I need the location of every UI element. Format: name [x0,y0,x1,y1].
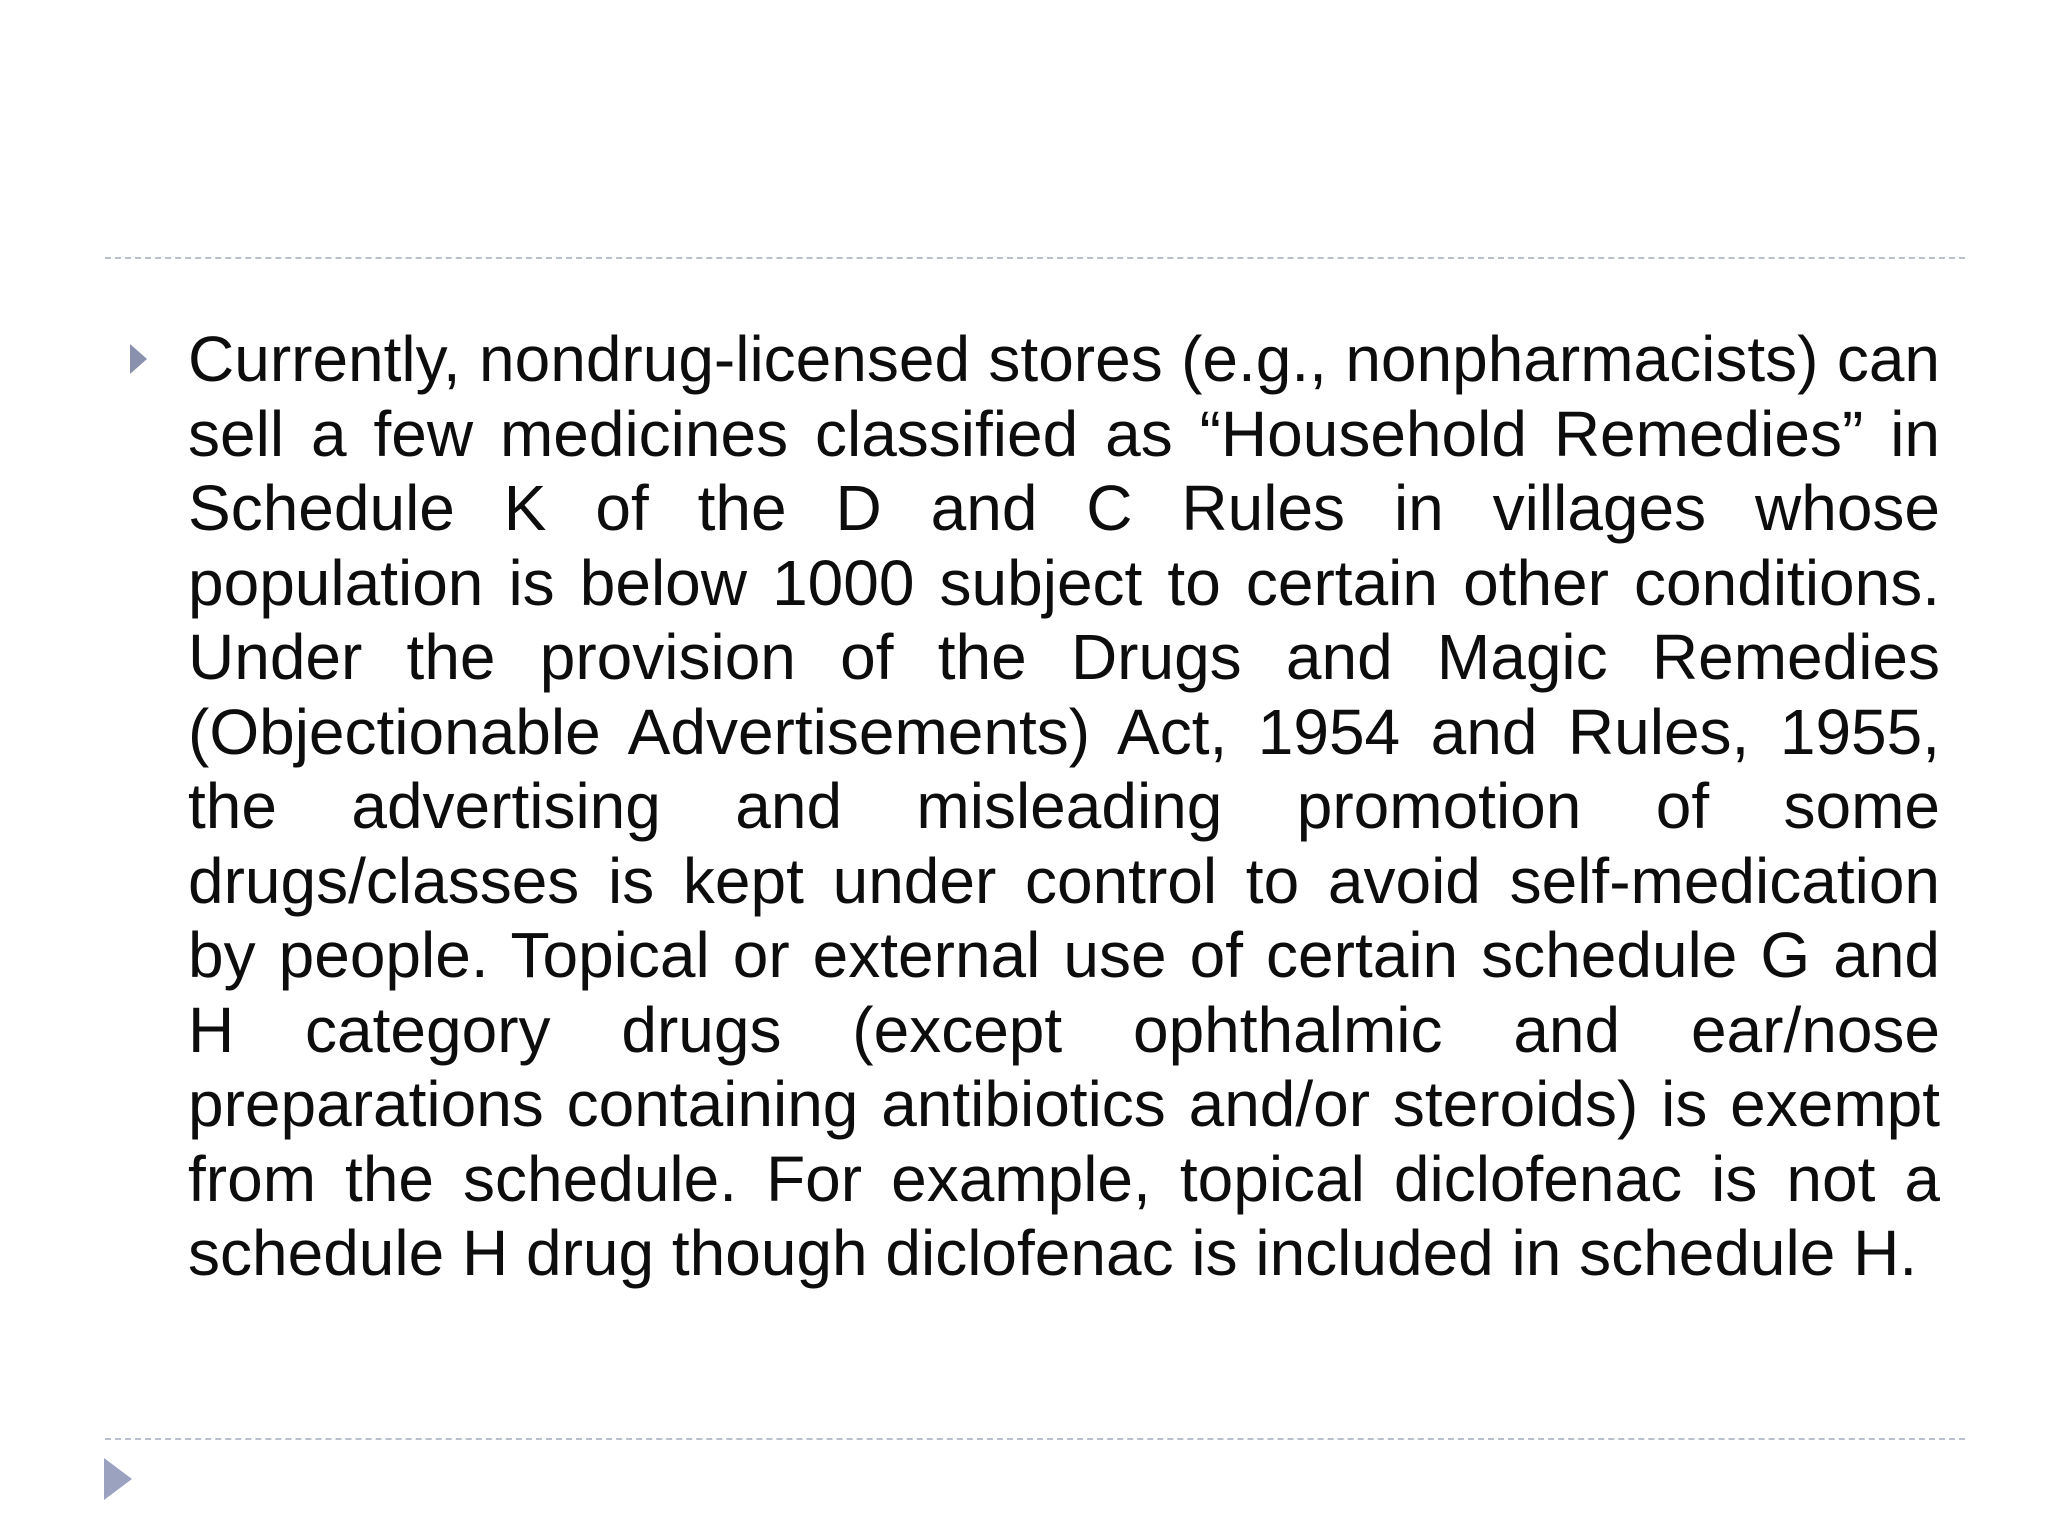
slide-content [120,322,1950,1291]
top-divider [105,257,1965,259]
bullet-text: Currently, nondrug-licensed stores (e.g., nonpharmacists) can sell a few medicines classified as “Household Remedies” in Schedule K of the D and C Rules in villages whose population is below 1000 subject to certain other conditions. Under the provision of the Drugs and Magic Remedies (Objectionable Advertisements) Act, 1954 and Rules, 1955, the advertising and misleading promotion of some drugs/classes is kept under control to avoid self-medication by people. Topical or external use of certain schedule G and H category drugs (except ophthalmic and ear/nose preparations containing antibiotics and/or steroids) is exempt from the schedule. For example, topical diclofenac is not a schedule H drug though diclofenac is included in schedule H. [188,323,1940,1289]
bottom-divider [105,1438,1965,1440]
bullet-item [120,322,1950,1291]
triangle-bullet-icon [130,344,147,374]
next-slide-arrow-icon[interactable] [104,1458,132,1500]
